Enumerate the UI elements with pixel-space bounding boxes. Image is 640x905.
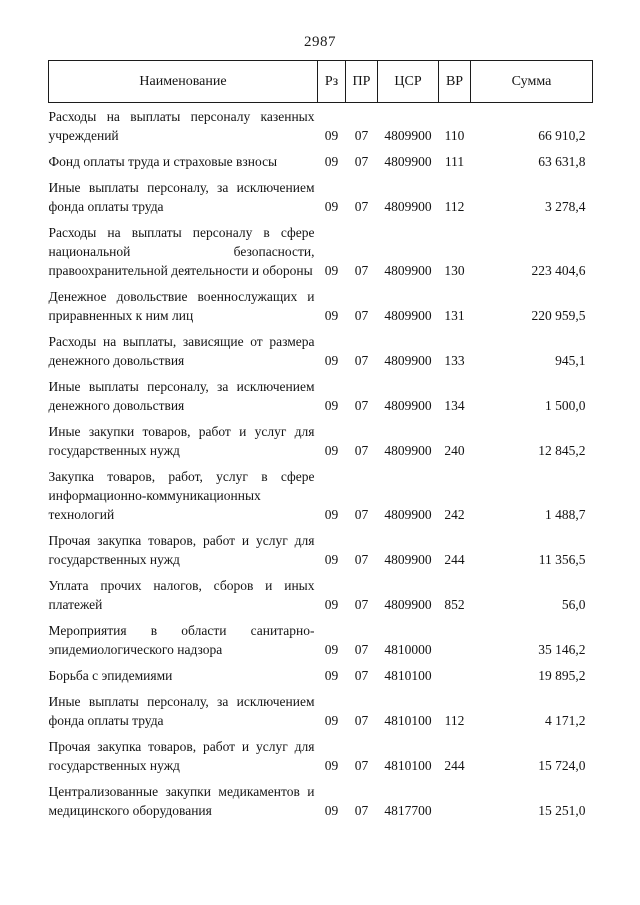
table-body [49,103,593,824]
cell-vr: 852 [444,597,465,612]
cell-rz: 09 [324,552,339,567]
budget-table [48,60,593,823]
cell-sum: 12 845,2 [538,443,586,458]
cell-vr: 134 [444,398,465,413]
cell-name: Иные выплаты персоналу, за исключением фонда оплаты труда [48,180,315,214]
cell-csr: 4810100 [384,758,432,773]
cell-rz: 09 [324,128,339,143]
cell-sum: 15 724,0 [538,758,586,773]
column-header-vr: ВР [439,61,471,103]
cell-rz: 09 [324,199,339,214]
cell-csr: 4810000 [384,642,432,657]
cell-vr: 111 [444,154,465,169]
table-row [49,617,593,662]
cell-pr: 07 [354,758,369,773]
cell-name: Прочая закупка товаров, работ и услуг для государственных нужд [48,739,315,773]
table-row [49,572,593,617]
cell-pr: 07 [354,668,369,683]
cell-sum: 4 171,2 [545,713,586,728]
cell-sum: 15 251,0 [538,803,586,818]
cell-sum: 223 404,6 [531,263,586,278]
cell-vr: 240 [444,443,465,458]
cell-pr: 07 [354,552,369,567]
cell-pr: 07 [354,597,369,612]
cell-name: Иные выплаты персоналу, за исключением фонда оплаты труда [48,694,315,728]
cell-vr: 112 [444,713,465,728]
cell-name: Расходы на выплаты персоналу в сфере национальной безопасности, правоохранительной деятельности и обороны [48,225,315,278]
cell-csr: 4809900 [384,507,432,522]
cell-name: Уплата прочих налогов, сборов и иных платежей [48,578,315,612]
table-row [49,219,593,283]
page-number: 2987 [304,34,336,50]
cell-sum: 66 910,2 [538,128,586,143]
cell-vr: 242 [444,507,465,522]
cell-sum: 3 278,4 [545,199,586,214]
cell-pr: 07 [354,443,369,458]
cell-rz: 09 [324,507,339,522]
table-row [49,463,593,527]
cell-csr: 4809900 [384,552,432,567]
table-row [49,688,593,733]
cell-rz: 09 [324,803,339,818]
cell-pr: 07 [354,803,369,818]
cell-vr: 110 [444,128,465,143]
cell-name: Иные закупки товаров, работ и услуг для государственных нужд [48,424,315,458]
table-row [49,174,593,219]
cell-rz: 09 [324,713,339,728]
cell-pr: 07 [354,642,369,657]
cell-csr: 4817700 [384,803,432,818]
cell-name: Борьба с эпидемиями [48,668,173,683]
cell-rz: 09 [324,398,339,413]
cell-rz: 09 [324,263,339,278]
cell-csr: 4809900 [384,128,432,143]
cell-pr: 07 [354,199,369,214]
table-row [49,527,593,572]
cell-name: Закупка товаров, работ, услуг в сфере информационно-коммуникационных технологий [48,469,315,522]
cell-rz: 09 [324,668,339,683]
column-header-rz: Рз [318,61,346,103]
table-row [49,373,593,418]
column-header-csr: ЦСР [378,61,439,103]
cell-vr: 112 [444,199,465,214]
cell-csr: 4810100 [384,713,432,728]
cell-csr: 4809900 [384,199,432,214]
cell-name: Расходы на выплаты, зависящие от размера денежного довольствия [48,334,315,368]
cell-pr: 07 [354,263,369,278]
cell-csr: 4809900 [384,154,432,169]
table-header-row [49,61,593,103]
cell-rz: 09 [324,154,339,169]
cell-pr: 07 [354,128,369,143]
table-row [49,148,593,174]
cell-rz: 09 [324,308,339,323]
cell-pr: 07 [354,154,369,169]
cell-vr: 133 [444,353,465,368]
cell-csr: 4809900 [384,308,432,323]
cell-name: Централизованные закупки медикаментов и медицинского оборудования [48,784,315,818]
table-row [49,418,593,463]
cell-csr: 4809900 [384,443,432,458]
cell-vr: 244 [444,758,465,773]
cell-name: Денежное довольствие военнослужащих и приравненных к ним лиц [48,289,315,323]
cell-sum: 1 488,7 [545,507,586,522]
cell-vr: 131 [444,308,465,323]
cell-pr: 07 [354,308,369,323]
cell-sum: 56,0 [561,597,586,612]
cell-rz: 09 [324,443,339,458]
cell-rz: 09 [324,758,339,773]
cell-name: Прочая закупка товаров, работ и услуг для государственных нужд [48,533,315,567]
cell-csr: 4810100 [384,668,432,683]
table-row [49,283,593,328]
cell-pr: 07 [354,398,369,413]
cell-sum: 220 959,5 [531,308,586,323]
cell-csr: 4809900 [384,398,432,413]
cell-sum: 19 895,2 [538,668,586,683]
table-row [49,662,593,688]
column-header-pr: ПР [346,61,378,103]
cell-sum: 945,1 [555,353,586,368]
table-row [49,733,593,778]
cell-rz: 09 [324,597,339,612]
cell-vr [439,662,471,688]
cell-sum: 11 356,5 [538,552,586,567]
table-row [49,328,593,373]
cell-vr [439,778,471,823]
table-row [49,103,593,149]
column-header-sum: Сумма [471,61,593,103]
cell-csr: 4809900 [384,353,432,368]
cell-sum: 35 146,2 [538,642,586,657]
cell-pr: 07 [354,353,369,368]
cell-name: Фонд оплаты труда и страховые взносы [48,154,278,169]
cell-rz: 09 [324,642,339,657]
cell-sum: 1 500,0 [545,398,586,413]
cell-name: Иные выплаты персоналу, за исключением денежного довольствия [48,379,315,413]
cell-vr: 244 [444,552,465,567]
cell-pr: 07 [354,713,369,728]
cell-pr: 07 [354,507,369,522]
cell-name: Расходы на выплаты персоналу казенных учреждений [48,109,315,143]
column-header-name: Наименование [49,61,318,103]
cell-rz: 09 [324,353,339,368]
cell-vr: 130 [444,263,465,278]
cell-name: Мероприятия в области санитарно-эпидемиологического надзора [48,623,315,657]
table-row [49,778,593,823]
cell-sum: 63 631,8 [538,154,586,169]
cell-vr [439,617,471,662]
cell-csr: 4809900 [384,263,432,278]
cell-csr: 4809900 [384,597,432,612]
